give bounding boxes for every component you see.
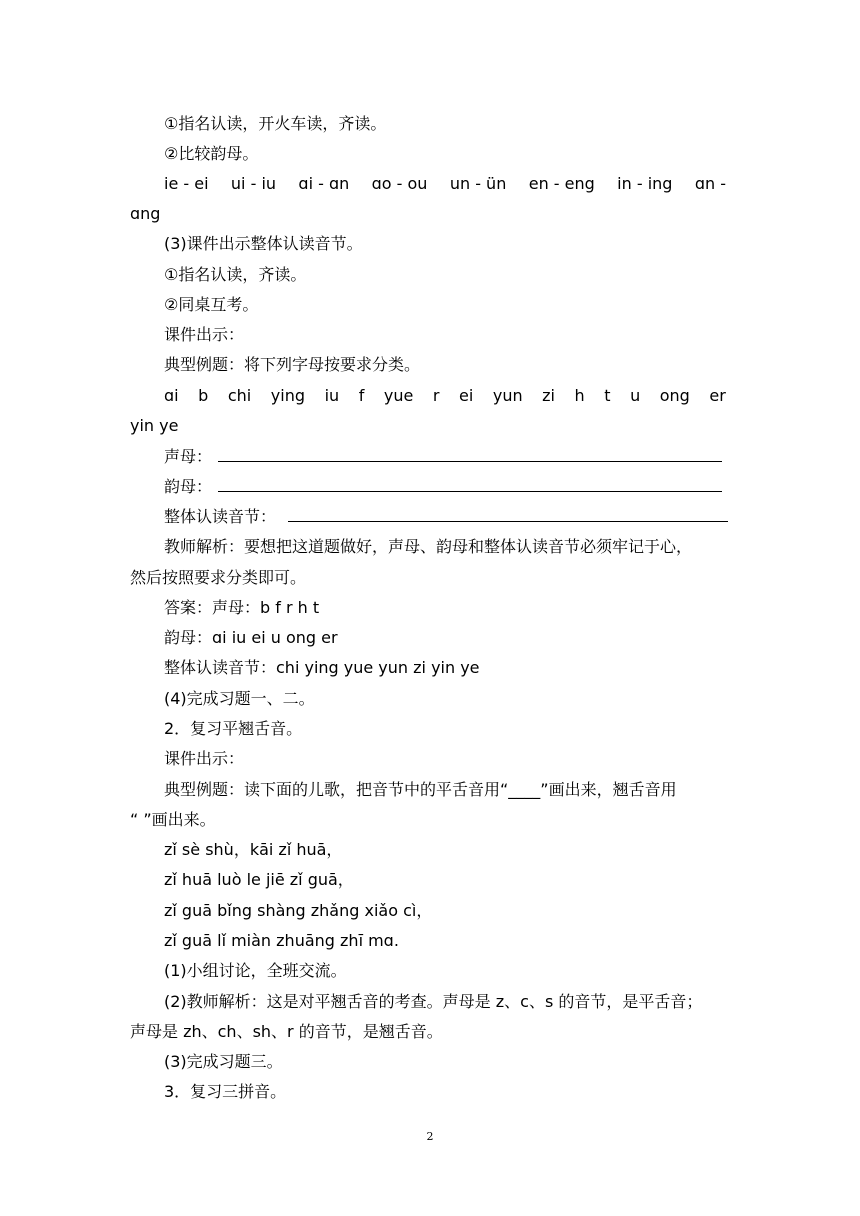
pinyin-rhyme-line: zǐ huā luò le jiē zǐ guā， xyxy=(164,870,354,889)
field-label: 整体认读音节： xyxy=(164,507,277,526)
vowel-pair: ui - iu xyxy=(230,174,277,193)
letter-list-row xyxy=(164,386,726,406)
letter-item: t xyxy=(604,386,611,405)
vowel-pair: ɑo - ou xyxy=(371,174,428,193)
text-line: (1)小组讨论，全班交流。 xyxy=(164,961,347,980)
letter-item: iu xyxy=(324,386,340,405)
text-line: 课件出示： xyxy=(164,749,245,768)
field-label: 声母： xyxy=(164,447,213,466)
letter-item: ong xyxy=(659,386,690,405)
vowel-pair: un - ün xyxy=(449,174,507,193)
text-line: (4)完成习题一、二。 xyxy=(164,689,315,708)
text-line: 典型例题：读下面的儿歌，把音节中的平舌音用“____”画出来，翘舌音用 xyxy=(164,780,677,799)
pinyin-rhyme-line: zǐ guā bǐng shàng zhǎng xiǎo cì， xyxy=(164,901,433,920)
pinyin-rhyme-line: zǐ guā lǐ miàn zhuāng zhī mɑ. xyxy=(164,931,399,950)
pinyin-rhyme-line: zǐ sè shù，kāi zǐ huā， xyxy=(164,840,343,859)
field-label: 韵母： xyxy=(164,477,213,496)
answer-blank xyxy=(218,477,722,492)
text-line: 韵母：ɑi iu ei u ong er xyxy=(164,628,338,647)
text-line: “ ”画出来。 xyxy=(130,810,216,829)
vowel-pair: en - eng xyxy=(528,174,595,193)
letter-item: ei xyxy=(459,386,474,405)
answer-blank xyxy=(288,507,728,522)
section-heading: 2．复习平翘舌音。 xyxy=(164,719,303,738)
vowel-compare-row xyxy=(164,174,726,194)
text-line: 教师解析：要想把这道题做好，声母、韵母和整体认读音节必须牢记于心， xyxy=(164,537,693,556)
page-number: 2 xyxy=(426,1130,434,1143)
vowel-pair: ie - ei xyxy=(164,174,209,193)
letter-item: yun xyxy=(492,386,523,405)
letter-item: chi xyxy=(227,386,252,405)
letter-item: er xyxy=(709,386,726,405)
letter-item: f xyxy=(358,386,365,405)
answer-line-yunmu xyxy=(164,477,860,497)
vowel-pair: in - ing xyxy=(617,174,673,193)
text-line: (3)完成习题三。 xyxy=(164,1052,283,1071)
vowel-pair: ɑn - xyxy=(694,174,726,193)
text-line: ɑng xyxy=(130,204,161,223)
answer-blank xyxy=(218,447,722,462)
vowel-pair: ɑi - ɑn xyxy=(298,174,350,193)
letter-item: yue xyxy=(383,386,414,405)
text-line: ①指名认读，开火车读，齐读。 xyxy=(164,114,387,133)
text-line: 答案：声母：b f r h t xyxy=(164,598,320,617)
text-line: (3)课件出示整体认读音节。 xyxy=(164,234,363,253)
text-line: 课件出示： xyxy=(164,325,245,344)
text-line: ①指名认读，齐读。 xyxy=(164,265,307,284)
letter-item: b xyxy=(198,386,209,405)
text-line: yin ye xyxy=(130,416,179,435)
text-line: 声母是 zh、ch、sh、r 的音节，是翘舌音。 xyxy=(130,1022,443,1041)
text-line: 然后按照要求分类即可。 xyxy=(130,568,307,587)
letter-item: h xyxy=(574,386,585,405)
letter-item: ying xyxy=(270,386,306,405)
text-line: 典型例题：将下列字母按要求分类。 xyxy=(164,355,421,374)
letter-item: u xyxy=(630,386,641,405)
answer-line-zhengti xyxy=(164,507,860,527)
letter-item: zi xyxy=(542,386,555,405)
answer-line-shengmu xyxy=(164,447,860,467)
text-line: ②同桌互考。 xyxy=(164,295,259,314)
letter-item: r xyxy=(432,386,440,405)
text-line: ②比较韵母。 xyxy=(164,144,259,163)
text-line: 整体认读音节：chi ying yue yun zi yin ye xyxy=(164,658,480,677)
section-heading: 3．复习三拼音。 xyxy=(164,1082,287,1101)
letter-item: ɑi xyxy=(164,386,179,405)
text-line: (2)教师解析：这是对平翘舌音的考查。声母是 z、c、s 的音节，是平舌音； xyxy=(164,992,703,1011)
